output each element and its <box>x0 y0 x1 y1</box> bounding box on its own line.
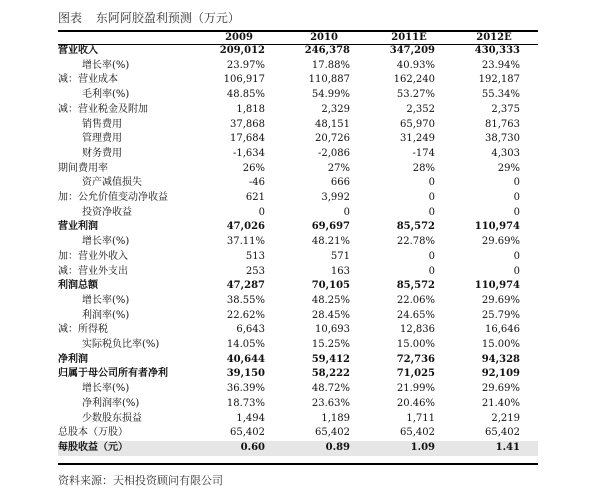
value-cell: -2,086 <box>317 147 350 159</box>
table-row <box>58 309 538 324</box>
table-row <box>58 441 538 456</box>
table-row <box>58 73 538 88</box>
value-cell: 59,412 <box>311 353 350 365</box>
value-cell: 65,402 <box>400 427 435 439</box>
table-row <box>58 294 538 309</box>
row-label: 利润率(%) <box>82 309 130 321</box>
table-row <box>58 103 538 118</box>
value-cell: 48,151 <box>315 118 350 130</box>
value-cell: 1.09 <box>368 441 453 456</box>
value-cell: 0 <box>513 206 520 218</box>
value-cell: 21.40% <box>481 397 520 409</box>
value-cell: 24.65% <box>396 309 435 321</box>
row-label: 管理费用 <box>82 133 122 145</box>
value-cell: 2,352 <box>406 103 435 115</box>
value-cell: 15.25% <box>311 339 350 351</box>
row-label: 每股收益（元） <box>58 441 198 456</box>
value-cell: 253 <box>245 265 265 277</box>
value-cell: 430,333 <box>474 45 520 56</box>
value-cell: 38,730 <box>485 133 520 145</box>
value-cell: 40.93% <box>396 59 435 71</box>
row-label: 营业利润 <box>58 221 98 233</box>
table-row <box>58 323 538 338</box>
table-row <box>58 382 538 397</box>
table-row <box>58 118 538 133</box>
value-cell: 38.55% <box>226 294 265 306</box>
value-cell: 47,287 <box>226 280 265 292</box>
table-row <box>58 206 538 221</box>
value-cell: 0 <box>513 192 520 204</box>
value-cell: 36.39% <box>226 383 265 395</box>
table-row <box>58 338 538 353</box>
value-cell: 110,974 <box>474 280 520 292</box>
header-cell: 2009 <box>225 32 253 43</box>
value-cell: 209,012 <box>219 45 265 56</box>
value-cell: 85,572 <box>396 280 435 292</box>
table-row <box>58 59 538 74</box>
value-cell: 18.73% <box>226 397 265 409</box>
value-cell: 513 <box>245 250 265 262</box>
value-cell: -174 <box>412 147 435 159</box>
value-cell: -46 <box>248 177 265 189</box>
value-cell: 31,249 <box>400 133 435 145</box>
value-cell: 22.62% <box>226 309 265 321</box>
value-cell: 47,026 <box>226 221 265 233</box>
value-cell: 85,572 <box>396 221 435 233</box>
value-cell: 23.63% <box>311 397 350 409</box>
value-cell: 28% <box>412 162 435 174</box>
header-cell: 2010 <box>310 32 338 43</box>
value-cell: 0 <box>513 265 520 277</box>
row-label: 减：营业税金及附加 <box>58 103 148 115</box>
value-cell: 571 <box>330 250 350 262</box>
row-label: 少数股东损益 <box>82 412 142 424</box>
value-cell: 0 <box>428 206 435 218</box>
value-cell: 15.00% <box>396 339 435 351</box>
table-body <box>58 44 538 456</box>
value-cell: 94,328 <box>481 353 520 365</box>
value-cell: 65,402 <box>230 427 265 439</box>
value-cell: 0 <box>343 206 350 218</box>
value-cell: 3,992 <box>321 192 350 204</box>
value-cell: 666 <box>330 177 350 189</box>
value-cell: 0 <box>428 265 435 277</box>
row-label: 投资净收益 <box>82 206 132 218</box>
table-row <box>58 220 538 235</box>
source-note: 资料来源：天相投资顾问有限公司 <box>58 474 223 487</box>
value-cell: 0.89 <box>283 441 368 456</box>
value-cell: 58,222 <box>311 368 350 380</box>
value-cell: 26% <box>242 162 265 174</box>
row-label: 减：营业外支出 <box>58 265 128 277</box>
value-cell: 106,917 <box>223 74 265 86</box>
header-cell: 2012E <box>476 32 512 43</box>
value-cell: 54.99% <box>311 89 350 101</box>
table-row <box>58 44 538 59</box>
table-row <box>58 279 538 294</box>
value-cell: 92,109 <box>481 368 520 380</box>
forecast-table <box>58 31 538 456</box>
table-row <box>58 412 538 427</box>
row-label: 增长率(%) <box>82 236 130 248</box>
header-cell <box>58 31 198 44</box>
value-cell: 22.78% <box>396 236 435 248</box>
value-cell: 71,025 <box>396 368 435 380</box>
table-row <box>58 88 538 103</box>
value-cell: 17.88% <box>311 59 350 71</box>
value-cell: 162,240 <box>393 74 435 86</box>
row-label: 加：公允价值变动净收益 <box>58 192 168 204</box>
value-cell: 1.41 <box>453 441 538 456</box>
row-label: 增长率(%) <box>82 383 130 395</box>
table-row <box>58 235 538 250</box>
value-cell: 48.25% <box>311 294 350 306</box>
value-cell: 37,868 <box>230 118 265 130</box>
value-cell: 163 <box>330 265 350 277</box>
value-cell: 48.72% <box>311 383 350 395</box>
row-label: 利润总额 <box>58 280 98 292</box>
value-cell: 0.60 <box>198 441 283 456</box>
value-cell: 69,697 <box>311 221 350 233</box>
value-cell: 81,763 <box>485 118 520 130</box>
value-cell: 29.69% <box>481 294 520 306</box>
table-row <box>58 176 538 191</box>
row-label: 净利润率(%) <box>82 397 140 409</box>
value-cell: 16,646 <box>485 324 520 336</box>
value-cell: 12,836 <box>400 324 435 336</box>
value-cell: 1,494 <box>236 412 265 424</box>
table-row <box>58 265 538 280</box>
table-header-row <box>58 31 538 44</box>
value-cell: 22.06% <box>396 294 435 306</box>
row-label: 加：营业外收入 <box>58 250 128 262</box>
table-row <box>58 147 538 162</box>
value-cell: 1,711 <box>406 412 435 424</box>
value-cell: 110,887 <box>308 74 350 86</box>
value-cell: 14.05% <box>226 339 265 351</box>
row-label: 净利润 <box>58 353 88 365</box>
value-cell: 192,187 <box>478 74 520 86</box>
value-cell: 1,818 <box>236 103 265 115</box>
value-cell: 55.34% <box>481 89 520 101</box>
value-cell: 23.94% <box>481 59 520 71</box>
table-row <box>58 397 538 412</box>
row-label: 毛利率(%) <box>82 89 130 101</box>
figure-title <box>58 9 240 26</box>
value-cell: 0 <box>428 192 435 204</box>
value-cell: 2,219 <box>491 412 520 424</box>
value-cell: 0 <box>258 206 265 218</box>
value-cell: 17,684 <box>230 133 265 145</box>
value-cell: 10,693 <box>315 324 350 336</box>
table-row <box>58 353 538 368</box>
value-cell: 37.11% <box>226 236 265 248</box>
row-label: 资产减值损失 <box>82 177 142 189</box>
header-cell: 2011E <box>391 32 427 43</box>
bottom-rule <box>58 463 538 465</box>
value-cell: 65,402 <box>315 427 350 439</box>
row-label: 增长率(%) <box>82 294 130 306</box>
value-cell: 48.21% <box>311 236 350 248</box>
value-cell: 65,970 <box>400 118 435 130</box>
value-cell: 4,303 <box>491 147 520 159</box>
value-cell: 23.97% <box>226 59 265 71</box>
table-row <box>58 250 538 265</box>
value-cell: 0 <box>428 177 435 189</box>
value-cell: 25.79% <box>481 309 520 321</box>
value-cell: 65,402 <box>485 427 520 439</box>
row-label: 销售费用 <box>82 118 122 130</box>
value-cell: 110,974 <box>474 221 520 233</box>
value-cell: 20.46% <box>396 397 435 409</box>
table-row <box>58 191 538 206</box>
table-row <box>58 426 538 441</box>
row-label: 归属于母公司所有者净利 <box>58 368 168 380</box>
value-cell: 21.99% <box>396 383 435 395</box>
figure-label: 图表 <box>58 11 83 25</box>
row-label: 总股本（万股） <box>58 427 128 439</box>
table-row <box>58 132 538 147</box>
row-label: 增长率(%) <box>82 59 130 71</box>
figure-caption: 东阿阿胶盈利预测（万元） <box>95 11 240 25</box>
value-cell: 2,329 <box>321 103 350 115</box>
row-label: 减：所得税 <box>58 324 108 336</box>
value-cell: 29% <box>497 162 520 174</box>
value-cell: 72,736 <box>396 353 435 365</box>
table-row <box>58 162 538 177</box>
row-label: 营业收入 <box>58 45 98 56</box>
value-cell: 0 <box>513 250 520 262</box>
value-cell: 29.69% <box>481 383 520 395</box>
value-cell: 29.69% <box>481 236 520 248</box>
value-cell: 28.45% <box>311 309 350 321</box>
row-label: 期间费用率 <box>58 162 108 174</box>
row-label: 减：营业成本 <box>58 74 118 86</box>
value-cell: 39,150 <box>226 368 265 380</box>
value-cell: 15.00% <box>481 339 520 351</box>
value-cell: 70,105 <box>311 280 350 292</box>
value-cell: 40,644 <box>226 353 265 365</box>
value-cell: 347,209 <box>389 45 435 56</box>
value-cell: 53.27% <box>396 89 435 101</box>
value-cell: 20,726 <box>315 133 350 145</box>
row-label: 财务费用 <box>82 147 122 159</box>
value-cell: 6,643 <box>236 324 265 336</box>
value-cell: -1,634 <box>232 147 265 159</box>
value-cell: 48.85% <box>226 89 265 101</box>
value-cell: 2,375 <box>491 103 520 115</box>
value-cell: 1,189 <box>321 412 350 424</box>
value-cell: 246,378 <box>304 45 350 56</box>
value-cell: 27% <box>327 162 350 174</box>
value-cell: 0 <box>428 250 435 262</box>
value-cell: 621 <box>245 192 265 204</box>
row-label: 实际税负比率(%) <box>82 339 160 351</box>
value-cell: 0 <box>513 177 520 189</box>
table-row <box>58 367 538 382</box>
